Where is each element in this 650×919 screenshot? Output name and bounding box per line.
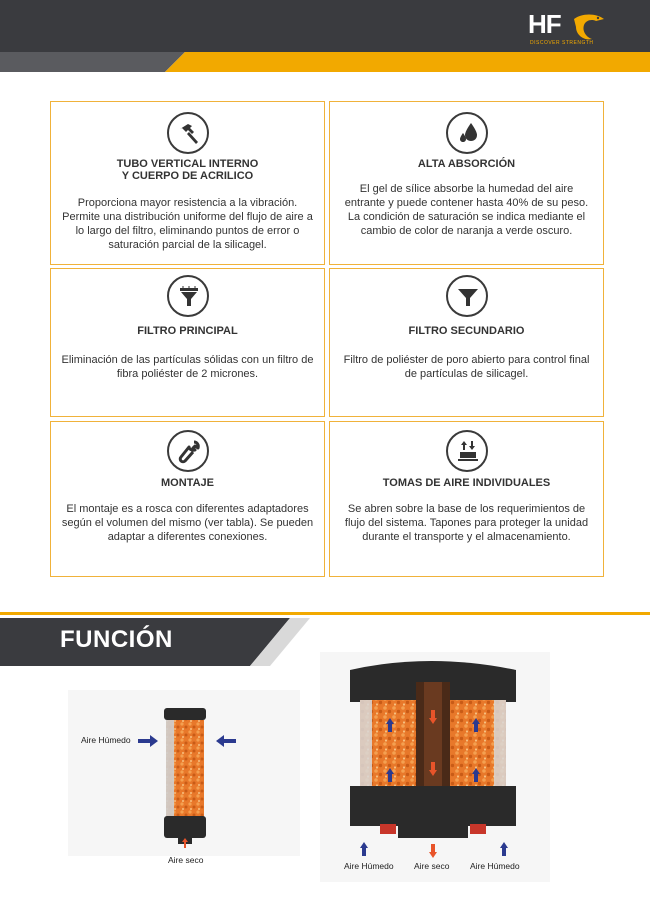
feature-title: TUBO VERTICAL INTERNO Y CUERPO DE ACRILICO <box>116 158 259 182</box>
funnel-icon <box>446 275 488 317</box>
header-accent-band <box>0 52 650 72</box>
feature-text: Filtro de poliéster de poro abierto para control final de partículas de silicagel. <box>343 354 590 380</box>
air-intake-icon <box>446 430 488 472</box>
feature-text: Se abren sobre la base de los requerimientos de flujo del sistema. Tapones para proteger la unidad durante el transporte y el almacenamiento. <box>344 503 589 543</box>
feature-card-filtro-principal <box>50 268 325 417</box>
header-bar <box>0 0 650 52</box>
logo-text: HF <box>528 9 561 39</box>
feature-title: TOMAS DE AIRE INDIVIDUALES <box>382 477 551 489</box>
wrench-icon <box>167 430 209 472</box>
feature-card-montaje <box>50 421 325 577</box>
feature-title: ALTA ABSORCIÓN <box>417 158 516 170</box>
logo-tagline: DISCOVER STRENGTH <box>530 40 594 46</box>
hammer-icon <box>167 112 209 154</box>
feature-text: Eliminación de las partículas sólidas con un filtro de fibra poliéster de 2 micrones. <box>61 354 314 380</box>
section-title: FUNCIÓN <box>60 626 173 653</box>
feature-text: Proporciona mayor resistencia a la vibración. Permite una distribución uniforme del flujo de aire a lo largo del filtro, eliminando puntos de error o saturación parcial de la silicagel. <box>62 197 313 251</box>
label-aire-humedo-right: Aire Húmedo <box>470 861 520 871</box>
brand-logo <box>528 9 608 49</box>
label-aire-seco: Aire seco <box>168 855 204 865</box>
filter-icon <box>167 275 209 317</box>
label-aire-seco-center: Aire seco <box>414 861 450 871</box>
feature-card-tubo <box>50 101 325 265</box>
label-aire-humedo: Aire Húmedo <box>81 735 131 745</box>
filter-diagram-cutaway <box>320 652 550 882</box>
feature-text: El gel de sílice absorbe la humedad del aire entrante y puede contener hasta 40% de su peso. La condición de saturación se indica mediante el cambio de color de naranja a verde oscuro. <box>344 183 589 237</box>
drops-icon <box>446 112 488 154</box>
feature-card-tomas <box>329 421 604 577</box>
feature-title: FILTRO PRINCIPAL <box>137 325 238 337</box>
feature-text: El montaje es a rosca con diferentes adaptadores según el volumen del mismo (ver tabla). Se pueden adaptar a diferentes conexiones. <box>61 503 314 543</box>
feature-title: MONTAJE <box>161 477 214 489</box>
feature-title: FILTRO SECUNDARIO <box>408 325 525 337</box>
section-divider <box>0 612 650 615</box>
filter-diagram-small <box>68 690 300 856</box>
label-aire-humedo-left: Aire Húmedo <box>344 861 394 871</box>
feature-card-filtro-secundario <box>329 268 604 417</box>
eagle-logo-icon <box>572 13 606 43</box>
feature-card-absorcion <box>329 101 604 265</box>
